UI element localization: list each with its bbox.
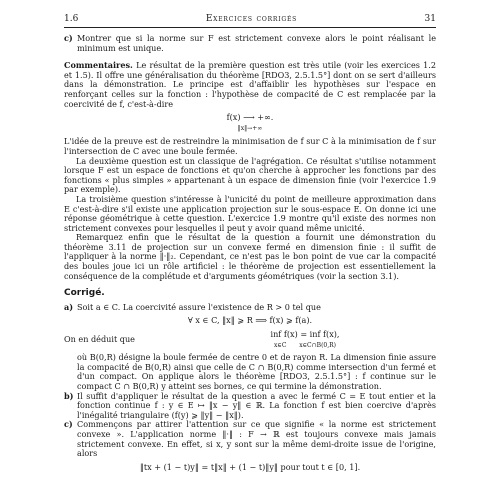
norm-linearity-formula: ‖tx + (1 − t)y‖ = t‖x‖ + (1 − t)‖y‖ pour tout t ∈ [0, 1].	[139, 461, 361, 472]
solution-item-b	[64, 392, 436, 421]
comments-paragraph-5: Remarquez enfin que le résultat de la question a fournit une démonstration du théorème 3.11 de projection sur un convexe fermé en dimension finie : il suffit de l'appliquer à la norme ‖·‖₂. Cependant, ce n'est pas le bon point de vue car la compacité des boules joue ici un rôle artificiel : le théorème de projection est essentiellement la conséquence de la complétude et d'arguments géométriques (voir la section 3.1).	[64, 232, 436, 281]
infimum-equality	[64, 330, 436, 350]
section-number: 1.6	[64, 14, 79, 24]
item-text: Montrer que si la norme sur F est strictement convexe alors le point réalisant le minimum est unique.	[77, 33, 436, 53]
comments-paragraph-4: La troisième question s'intéresse à l'unicité du point de meilleure approximation dans E c'est-à-dire s'il existe une application projection sur le sous-espace E. On donne ici une réponse géométrique à cette question. L'exercice 1.9 montre qu'il existe des normes non strictement convexes pour lesquelles il peut y avoir quand même unicité.	[64, 193, 436, 233]
solution-a-text-2: où B(0,R) désigne la boule fermée de centre 0 et de rayon R. La dimension finie assure la compacité de B(0,R) ainsi que celle de C ∩ B(0,R) comme intersection d'un fermé et d'un compact. On applique alors le théorème [RDO3, 2.5.1.5°] : f continue sur le compact C ∩ B(0,R) y atteint ses bornes, ce qui termine la démonstration.	[77, 352, 436, 391]
comments-paragraph-1	[64, 61, 436, 109]
exercise-item-c	[64, 34, 436, 53]
item-text: Soit a ∈ C. La coercivité assure l'existence de R > 0 tel que	[77, 301, 321, 312]
item-label: b)	[64, 390, 74, 401]
section-title: Exercices corrigés	[205, 14, 298, 24]
page-header	[64, 12, 436, 26]
solution-item-c	[64, 420, 436, 458]
item-label: c)	[64, 33, 73, 43]
item-text: Il suffit d'appliquer le résultat de la question a avec le fermé C = E tout entier et la fonction continue f : y ∈ E ↦ ‖x − y‖ ∈ ℝ. La fonction f est bien coercive d'après l'inégalité triangulaire (f(y) ⩾ ‖y‖ − ‖x‖).	[77, 390, 436, 420]
item-label: c)	[64, 419, 73, 430]
item-text: Commençons par attirer l'attention sur ce que signifie « la norme est strictement convexe ». L'application norme ‖·‖ : F → ℝ est toujours convexe mais jamais strictement convexe. En effet, si x, y sont sur la même demi-droite issue de l'origine, alors	[77, 419, 436, 459]
comments-paragraph-2: L'idée de la preuve est de restreindre la minimisation de f sur C à la minimisation de f sur l'intersection de C avec une boule fermée.	[64, 136, 436, 156]
solution-title: Corrigé.	[64, 288, 105, 299]
deduce-text: On en déduit que	[64, 334, 135, 345]
page-body	[64, 34, 436, 476]
page-number: 31	[424, 14, 436, 24]
header-rule	[64, 27, 436, 28]
comments-title: Commentaires.	[64, 60, 133, 71]
solution-item-a	[64, 303, 436, 313]
comments-paragraph-3: La deuxième question est un classique de l'agrégation. Ce résultat s'utilise notamment lorsque F est un espace de fonctions et qu'on cherche à approcher les fonctions par des fonctions « plus simples » appartenant à un espace de dimension finie (voir l'exercice 1.9 par exemple).	[64, 155, 436, 195]
coercivity-formula: f(x) ⟶ +∞. ‖x‖→+∞	[226, 112, 274, 132]
coercivity-implication-formula: ∀ x ∈ C, ‖x‖ ⩾ R ⟹ f(x) ⩾ f(a).	[187, 315, 313, 326]
comments-text-1: Le résultat de la première question est très utile (voir les exercices 1.2 et 1.5). Il offre une généralisation du théorème [RDO3, 2.5.1.5°] dont on se sert d'ailleurs dans la démonstration. Le principe est d'affaiblir les hypothèses sur l'espace en renforçant celles sur la fonction : l'hypothèse de compacité de C est remplacée par la coercivité de f, c'est-à-dire	[64, 60, 437, 109]
infimum-formula: inf f(x) = inf f(x), x∈C x∈C∩B(0,R)	[270, 329, 340, 349]
item-label: a)	[64, 301, 74, 312]
